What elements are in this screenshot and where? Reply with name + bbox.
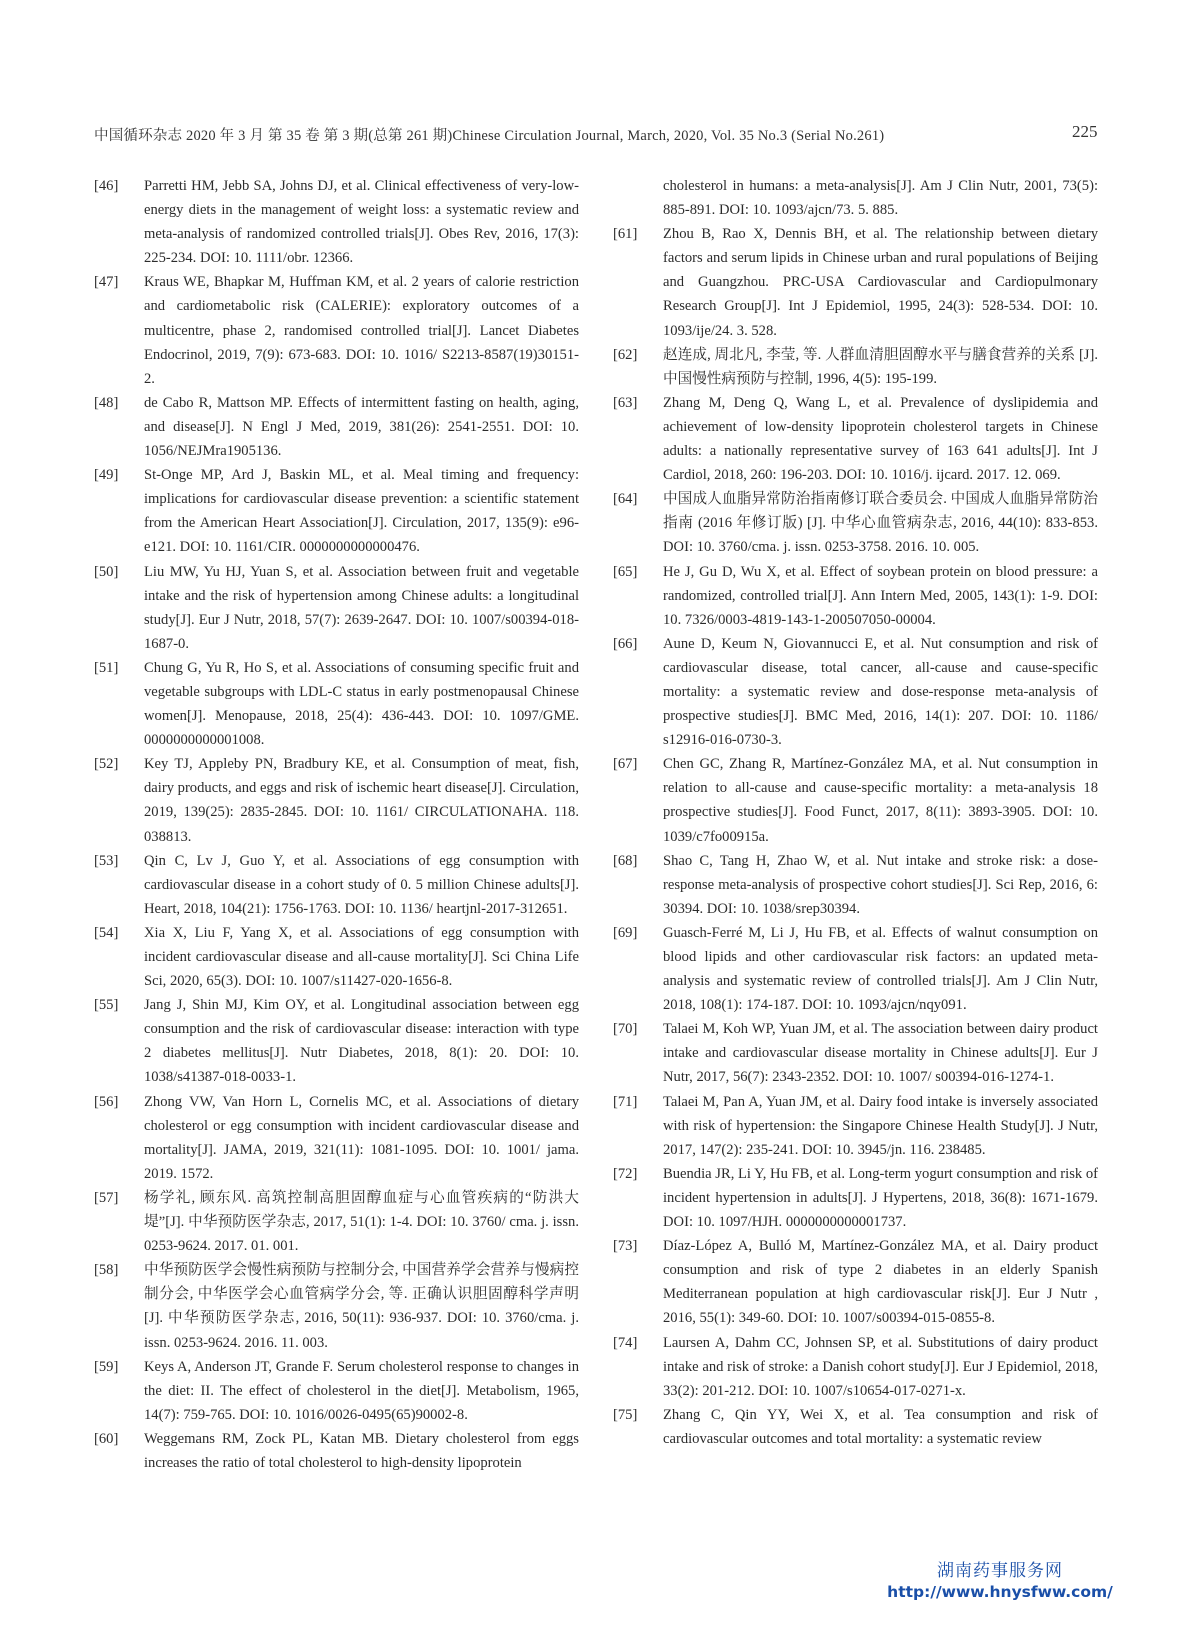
reference-number: [71] (613, 1093, 638, 1110)
reference-text: Jang J, Shin MJ, Kim OY, et al. Longitudinal association between egg consumption and the risk of cardiovascular disease: interaction with type 2 diabetes mellitus[J]. Nutr Diabetes, 2018, 8(1): 20. DOI: 10. 1038/s41387-018-0033-1. (144, 997, 579, 1086)
reference-text: Chen GC, Zhang R, Martínez-González MA, et al. Nut consumption in relation to all-cause and cause-specific mortality: a meta-analysis 18 prospective studies[J]. Food Funct, 2017, 8(11): 3893-3905. DOI: 10. 1039/c7fo00915a. (663, 756, 1098, 845)
reference-item (94, 849, 579, 921)
reference-text: Kraus WE, Bhapkar M, Huffman KM, et al. 2 years of calorie restriction and cardiometabolic risk (CALERIE): exploratory outcomes of a multicentre, phase 2, randomised controlled trial[J]. Lancet Diabetes Endocrinol, 2019, 7(9): 673-683. DOI: 10. 1016/ S2213-8587(19)30151-2. (144, 274, 579, 387)
reference-number: [61] (613, 226, 638, 243)
reference-number: [53] (94, 852, 119, 869)
reference-item (94, 463, 579, 559)
reference-text: de Cabo R, Mattson MP. Effects of intermittent fasting on health, aging, and disease[J]. N Engl J Med, 2019, 381(26): 2541-2551. DOI: 10. 1056/NEJMra1905136. (144, 394, 579, 460)
reference-item (613, 921, 1098, 1017)
reference-number: [73] (613, 1238, 638, 1255)
reference-text: 杨学礼, 顾东风. 高筑控制高胆固醇血症与心血管疾病的“防洪大堤”[J]. 中华预防医学杂志, 2017, 51(1): 1-4. DOI: 10. 3760/ cma. j. issn. 0253-9624. 2017. 01. 001. (144, 1189, 579, 1255)
reference-item (613, 1403, 1098, 1451)
reference-text: St-Onge MP, Ard J, Baskin ML, et al. Meal timing and frequency: implications for cardiovascular disease prevention: a scientific statement from the American Heart Association[J]. Circulation, 2017, 135(9): e96-e121. DOI: 10. 1161/CIR. 0000000000000476. (144, 467, 579, 556)
reference-number: [47] (94, 274, 119, 291)
reference-number: [59] (94, 1358, 119, 1375)
reference-number: [72] (613, 1165, 638, 1182)
reference-text: Key TJ, Appleby PN, Bradbury KE, et al. Consumption of meat, fish, dairy products, and eggs and risk of ischemic heart disease[J]. Circulation, 2019, 139(25): 2835-2845. DOI: 10. 1161/ CIRCULATIONAHA. 118. 038813. (144, 756, 579, 845)
reference-text: Díaz-López A, Bulló M, Martínez-González MA, et al. Dairy product consumption and risk of type 2 diabetes in an elderly Spanish Mediterranean population at high cardiovascular risk[J]. Eur J Nutr , 2016, 55(1): 349-60. DOI: 10. 1007/s00394-015-0855-8. (663, 1238, 1098, 1327)
reference-number: [74] (613, 1334, 638, 1351)
reference-text: Parretti HM, Jebb SA, Johns DJ, et al. Clinical effectiveness of very-low-energy diets in the management of weight loss: a systematic review and meta-analysis of randomized controlled trials[J]. Obes Rev, 2016, 17(3): 225-234. DOI: 10. 1111/obr. 12366. (144, 178, 579, 267)
reference-text: He J, Gu D, Wu X, et al. Effect of soybean protein on blood pressure: a randomized, controlled trial[J]. Ann Intern Med, 2005, 143(1): 1-9. DOI: 10. 7326/0003-4819-143-1-200507050-00004. (663, 563, 1098, 628)
reference-item (94, 921, 579, 993)
reference-item (94, 391, 579, 463)
reference-text: Zhou B, Rao X, Dennis BH, et al. The relationship between dietary factors and serum lipids in Chinese urban and rural populations of Beijing and Guangzhou. PRC-USA Cardiovascular and Cardiopulmonary Research Group[J]. Int J Epidemiol, 1995, 24(3): 528-534. DOI: 10. 1093/ije/24. 3. 528. (663, 226, 1098, 339)
reference-column-right (613, 174, 1098, 1451)
reference-text: Talaei M, Pan A, Yuan JM, et al. Dairy food intake is inversely associated with risk of hypertension: the Singapore Chinese Health Study[J]. J Nutr, 2017, 147(2): 235-241. DOI: 10. 3945/jn. 116. 238485. (663, 1093, 1098, 1158)
reference-number: [67] (613, 756, 638, 773)
reference-item (613, 1162, 1098, 1234)
reference-text: Shao C, Tang H, Zhao W, et al. Nut intake and stroke risk: a dose-response meta-analysis of prospective cohort studies[J]. Sci Rep, 2016, 6: 30394. DOI: 10. 1038/srep30394. (663, 852, 1098, 917)
reference-item (613, 487, 1098, 559)
reference-item (94, 752, 579, 848)
reference-number: [75] (613, 1406, 638, 1423)
reference-item (94, 560, 579, 656)
reference-item (94, 1427, 579, 1475)
reference-text: Buendia JR, Li Y, Hu FB, et al. Long-term yogurt consumption and risk of incident hypertension in adults[J]. J Hypertens, 2018, 36(8): 1671-1679. DOI: 10. 1097/HJH. 0000000000001737. (663, 1165, 1098, 1231)
reference-number: [60] (94, 1430, 119, 1447)
reference-text: Talaei M, Koh WP, Yuan JM, et al. The association between dairy product intake and cardiovascular disease mortality in Chinese adults[J]. Eur J Nutr, 2017, 56(7): 2343-2352. DOI: 10. 1007/ s00394-016-1274-1. (663, 1021, 1098, 1086)
reference-text: Liu MW, Yu HJ, Yuan S, et al. Association between fruit and vegetable intake and the risk of hypertension among Chinese adults: a longitudinal study[J]. Eur J Nutr, 2018, 57(7): 2639-2647. DOI: 10. 1007/s00394-018-1687-0. (144, 563, 579, 652)
reference-item (613, 391, 1098, 487)
reference-item (613, 343, 1098, 391)
reference-item (94, 993, 579, 1089)
reference-text: Aune D, Keum N, Giovannucci E, et al. Nut consumption and risk of cardiovascular disease, total cancer, all-cause and cause-specific mortality: a systematic review and dose-response meta-analysis of prospective studies[J]. BMC Med, 2016, 14(1): 207. DOI: 10. 1186/ s12916-016-0730-3. (663, 635, 1098, 749)
reference-number: [51] (94, 659, 119, 676)
reference-number: [64] (613, 491, 638, 508)
reference-item (613, 560, 1098, 632)
watermark-site-name: 湖南药事服务网 (937, 1561, 1063, 1581)
reference-text: Weggemans RM, Zock PL, Katan MB. Dietary cholesterol from eggs increases the ratio of total cholesterol to high-density lipoprotein (144, 1430, 579, 1471)
running-header: 中国循环杂志 2020 年 3 月 第 35 卷 第 3 期(总第 261 期)Chinese Circulation Journal, March, 2020, Vol. 35 No.3 (Serial No.261) (94, 128, 885, 144)
reference-text: Chung G, Yu R, Ho S, et al. Associations of consuming specific fruit and vegetable subgroups with LDL-C status in early postmenopausal Chinese women[J]. Menopause, 2018, 25(4): 436-443. DOI: 10. 1097/GME. 0000000000001008. (144, 659, 579, 749)
reference-number: [57] (94, 1189, 119, 1206)
reference-number: [54] (94, 924, 119, 941)
reference-number: [65] (613, 563, 638, 580)
reference-text: Zhang C, Qin YY, Wei X, et al. Tea consumption and risk of cardiovascular outcomes and total mortality: a systematic review (663, 1406, 1098, 1447)
reference-item (94, 174, 579, 270)
reference-continuation: cholesterol in humans: a meta-analysis[J]. Am J Clin Nutr, 2001, 73(5): 885-891. DOI: 10. 1093/ajcn/73. 5. 885. (663, 178, 1098, 219)
reference-text: 中国成人血脂异常防治指南修订联合委员会. 中国成人血脂异常防治指南 (2016 年修订版) [J]. 中华心血管病杂志, 2016, 44(10): 833-853. DOI: 10. 3760/cma. j. issn. 0253-3758. 2016. 10. 005. (663, 491, 1098, 556)
reference-number: [56] (94, 1093, 119, 1110)
reference-number: [62] (613, 346, 638, 363)
reference-item (94, 1355, 579, 1427)
reference-item (613, 632, 1098, 752)
reference-text: 中华预防医学会慢性病预防与控制分会, 中国营养学会营养与慢病控制分会, 中华医学会心血管病学分会, 等. 正确认识胆固醇科学声明 [J]. 中华预防医学杂志, 2016, 50(11): 936-937. DOI: 10. 3760/cma. j. issn. 0253-9624. 2016. 11. 003. (144, 1262, 579, 1351)
watermark-url[interactable]: http://www.hnysfww.com/ (887, 1583, 1113, 1601)
reference-number: [50] (94, 563, 119, 580)
reference-item (94, 1186, 579, 1258)
reference-number: [70] (613, 1021, 638, 1038)
reference-number: [55] (94, 997, 119, 1014)
reference-number: [66] (613, 635, 638, 652)
reference-item (613, 1090, 1098, 1162)
reference-item (613, 222, 1098, 342)
site-watermark (880, 1556, 1120, 1601)
page-number: 225 (1072, 122, 1098, 141)
reference-number: [48] (94, 394, 119, 411)
reference-item (613, 1017, 1098, 1089)
reference-text: Zhang M, Deng Q, Wang L, et al. Prevalence of dyslipidemia and achievement of low-density lipoprotein cholesterol targets in Chinese adults: a nationally representative survey of 163 641 adults[J]. Int J Cardiol, 2018, 260: 196-203. DOI: 10. 1016/j. ijcard. 2017. 12. 069. (663, 394, 1098, 484)
reference-text: Qin C, Lv J, Guo Y, et al. Associations of egg consumption with cardiovascular disease in a cohort study of 0. 5 million Chinese adults[J]. Heart, 2018, 104(21): 1756-1763. DOI: 10. 1136/ heartjnl-2017-312651. (144, 852, 579, 917)
reference-number: [58] (94, 1262, 119, 1279)
reference-text: Laursen A, Dahm CC, Johnsen SP, et al. Substitutions of dairy product intake and risk of stroke: a Danish cohort study[J]. Eur J Epidemiol, 2018, 33(2): 201-212. DOI: 10. 1007/s10654-017-0271-x. (663, 1334, 1098, 1399)
reference-text: Guasch-Ferré M, Li J, Hu FB, et al. Effects of walnut consumption on blood lipids and other cardiovascular risk factors: an updated meta-analysis and systematic review of controlled trials[J]. Am J Clin Nutr, 2018, 108(1): 174-187. DOI: 10. 1093/ajcn/nqy091. (663, 924, 1098, 1014)
reference-number: [46] (94, 178, 119, 194)
reference-number: [63] (613, 394, 638, 411)
reference-text: Xia X, Liu F, Yang X, et al. Associations of egg consumption with incident cardiovascular disease and all-cause mortality[J]. Sci China Life Sci, 2020, 65(3). DOI: 10. 1007/s11427-020-1656-8. (144, 924, 579, 990)
reference-text: 赵连成, 周北凡, 李莹, 等. 人群血清胆固醇水平与膳食营养的关系 [J]. 中国慢性病预防与控制, 1996, 4(5): 195-199. (663, 346, 1098, 387)
reference-text: Zhong VW, Van Horn L, Cornelis MC, et al. Associations of dietary cholesterol or egg consumption with incident cardiovascular disease and mortality[J]. JAMA, 2019, 321(11): 1081-1095. DOI: 10. 1001/ jama. 2019. 1572. (144, 1093, 579, 1182)
reference-item (613, 752, 1098, 848)
reference-item (613, 1331, 1098, 1403)
reference-number: [52] (94, 756, 119, 773)
reference-item (94, 1090, 579, 1186)
reference-item (94, 270, 579, 390)
reference-item (94, 1258, 579, 1354)
reference-number: [49] (94, 467, 119, 484)
reference-item (613, 1234, 1098, 1330)
reference-column-left (94, 174, 579, 1475)
reference-item (94, 656, 579, 752)
reference-text: Keys A, Anderson JT, Grande F. Serum cholesterol response to changes in the diet: II. The effect of cholesterol in the diet[J]. Metabolism, 1965, 14(7): 759-765. DOI: 10. 1016/0026-0495(65)90002-8. (144, 1358, 579, 1423)
reference-number: [69] (613, 924, 638, 941)
reference-number: [68] (613, 852, 638, 869)
reference-item (613, 849, 1098, 921)
